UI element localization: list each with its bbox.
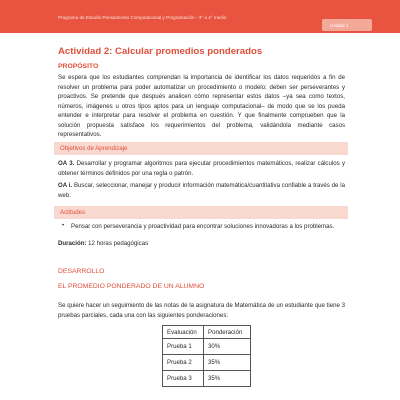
oai-code: OA i. (58, 182, 73, 189)
table-header-row (163, 326, 251, 339)
header-bar (0, 0, 400, 33)
weights-table (162, 325, 251, 387)
table-header-cell: Ponderación (204, 326, 251, 339)
oa3-code: OA 3. (58, 160, 75, 167)
table-row (163, 339, 251, 355)
objectives-heading: Objetivos de Aprendizaje (60, 145, 128, 152)
duration-value: 12 horas pedagógicas (88, 240, 149, 247)
oai-text: Buscar, seleccionar, manejar y producir información matemática/cuantitativa confiable a través de la web. (58, 182, 345, 199)
activity-title: Actividad 2: Calcular promedios ponderados (58, 46, 263, 57)
table-header-cell: Evaluación (163, 326, 204, 339)
duration-line (58, 239, 345, 249)
purpose-text: Se espera que los estudiantes comprendan la importancia de identificar los datos requeridos a fin de resolver un problema para poder automatizar un procedimiento o modelo; deben ser perseverantes y proactivos. Se pretende que después analicen cómo representar estos datos –ya sea como textos, números, imágenes u otros tipos aptos para un lenguaje computacional– de modo que se los pueda entender e interpretar para resolver el problema en cuestión. Y que finalmente comprueben que la solución propuesta satisface los requerimientos del problema, validándola mediante casos representativos. (58, 74, 345, 138)
unit-badge: Unidad 1 (322, 19, 372, 31)
purpose-heading: PROPÓSITO (58, 63, 99, 70)
bullet-dot-icon: • (62, 223, 65, 229)
table-row (163, 355, 251, 371)
table-row (163, 371, 251, 387)
development-intro: Se quiere hacer un seguimiento de las notas de la asignatura de Matemática de un estudiante que tiene 3 pruebas parciales, cada una con las siguientes ponderaciones: (58, 302, 345, 319)
objectives-band (54, 142, 348, 155)
table-cell: Prueba 1 (163, 339, 204, 355)
table-cell: 35% (204, 355, 251, 371)
table-cell: Prueba 2 (163, 355, 204, 371)
oa3-paragraph (58, 159, 345, 178)
oa3-text: Desarrollar y programar algoritmos para ejecutar procedimientos matemáticos, realizar cálculos y obtener términos definidos por una regla o patrón. (58, 160, 345, 177)
table-cell: 30% (204, 339, 251, 355)
attitudes-heading: Actitudes (60, 209, 86, 216)
attitude-item: Pensar con perseverancia y proactividad para encontrar soluciones innovadoras a los problemas. (71, 223, 335, 230)
table-cell: Prueba 3 (163, 371, 204, 387)
table-cell: 35% (204, 371, 251, 387)
development-subheading: EL PROMEDIO PONDERADO DE UN ALUMNO (58, 283, 205, 290)
program-title: Programa de Estudio Pensamiento Computacional y Programación - 3° a 4° medio (58, 15, 227, 20)
attitudes-band (54, 206, 348, 219)
duration-label: Duración: (58, 240, 87, 247)
oai-paragraph (58, 181, 345, 200)
development-heading: DESARROLLO (58, 268, 105, 275)
